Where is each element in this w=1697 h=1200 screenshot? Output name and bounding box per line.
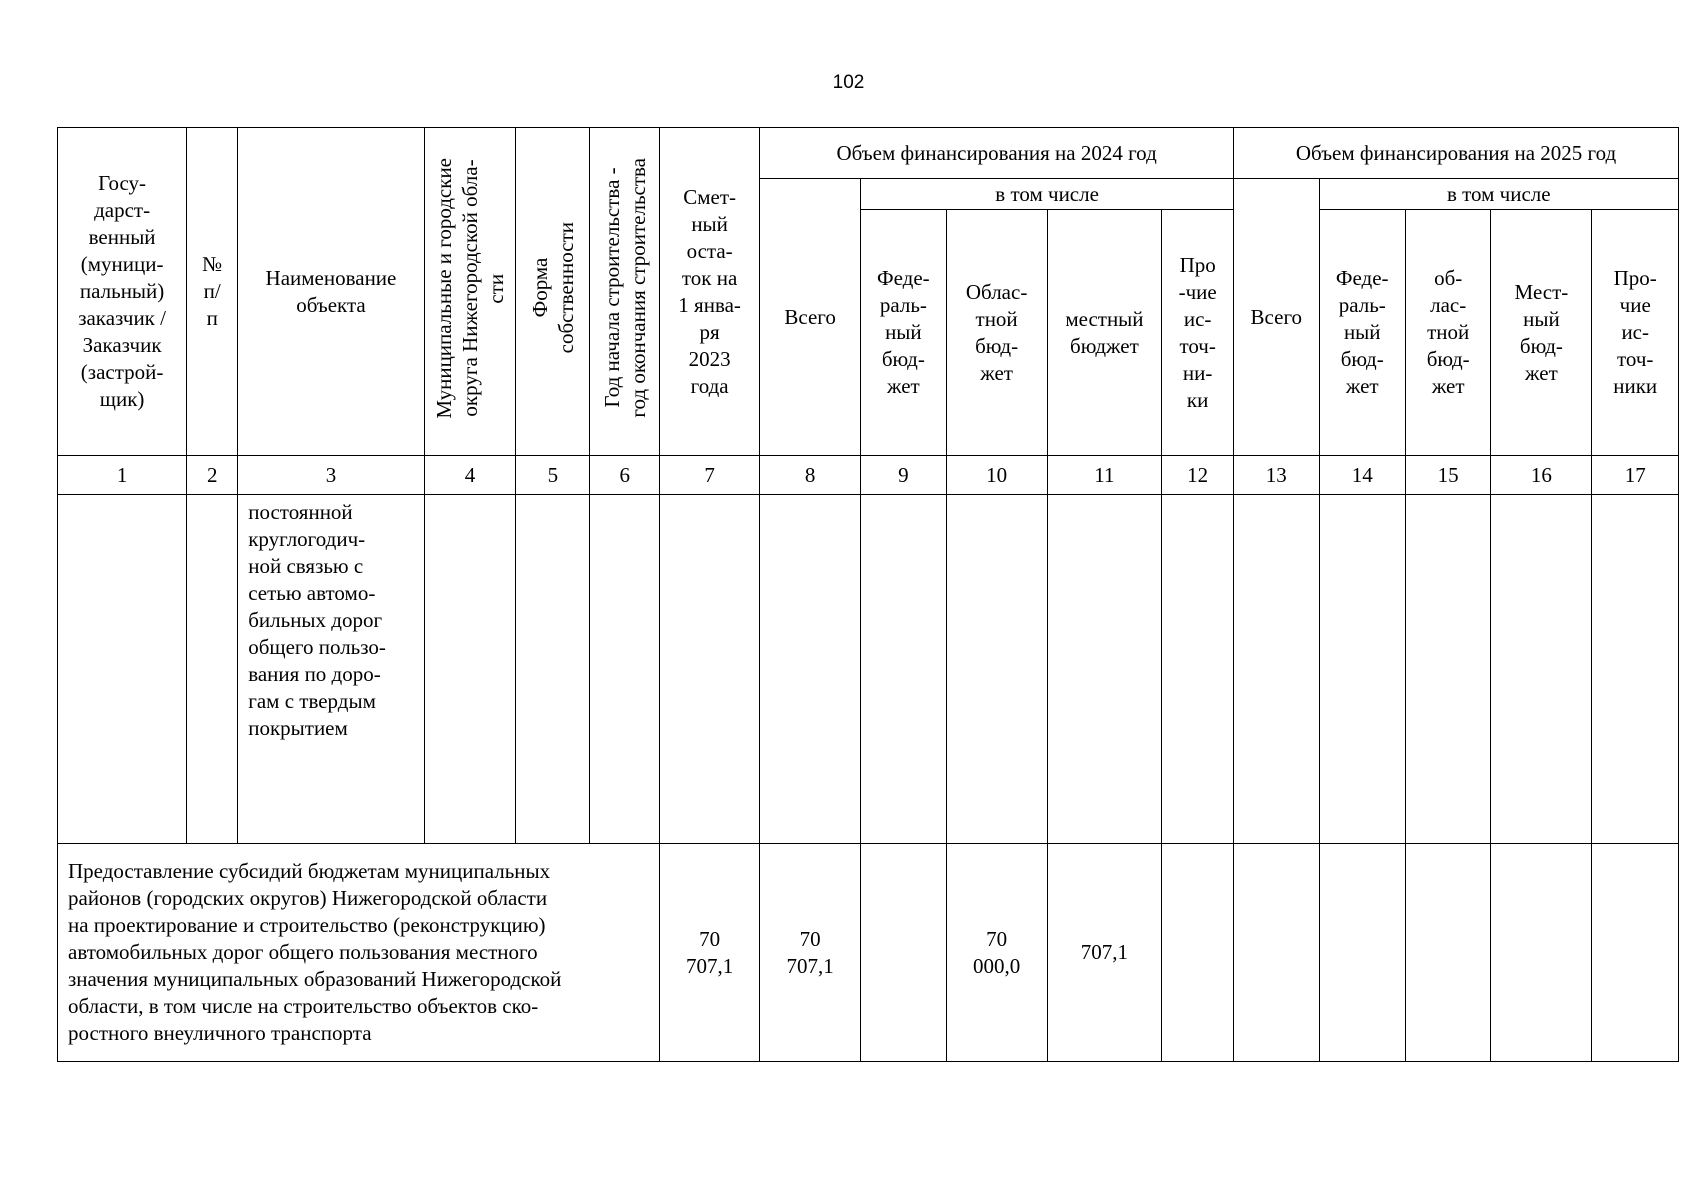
- cell-empty: [946, 495, 1047, 844]
- column-number: 16: [1491, 456, 1592, 495]
- header-including-2025: в том числе: [1319, 179, 1678, 210]
- cell-empty: [1319, 495, 1405, 844]
- column-number: 9: [861, 456, 946, 495]
- column-number: 6: [590, 456, 660, 495]
- continuation-row: [58, 495, 1679, 844]
- header-total-2025: Всего: [1234, 179, 1319, 456]
- subsidy-estimate: 70 707,1: [660, 844, 760, 1062]
- cell-empty: [58, 495, 187, 844]
- column-number: 11: [1047, 456, 1162, 495]
- header-other-2025: Про- чие ис- точ- ники: [1592, 210, 1679, 456]
- header-regional-2025: об- лас- тной бюд- жет: [1405, 210, 1490, 456]
- cell-empty: [1234, 844, 1319, 1062]
- header-federal-2024: Феде- раль- ный бюд- жет: [861, 210, 946, 456]
- cell-empty: [1491, 495, 1592, 844]
- cell-empty: [1405, 844, 1490, 1062]
- column-number-row: [58, 456, 1679, 495]
- header-fin-2025: Объем финансирования на 2025 год: [1234, 128, 1679, 179]
- column-number: 13: [1234, 456, 1319, 495]
- subsidy-local-2024: 707,1: [1047, 844, 1162, 1062]
- header-other-2024: Про -чие ис- точ- ни- ки: [1162, 210, 1234, 456]
- header-total-2024: Всего: [760, 179, 861, 456]
- subsidy-row: [58, 844, 1679, 1062]
- cell-empty: [1592, 844, 1679, 1062]
- subsidy-regional-2024: 70 000,0: [946, 844, 1047, 1062]
- cell-empty: [516, 495, 590, 844]
- financing-table: [57, 127, 1679, 1062]
- column-number: 1: [58, 456, 187, 495]
- page-number: 102: [832, 72, 865, 93]
- header-municipalities: [424, 128, 516, 456]
- column-number: 5: [516, 456, 590, 495]
- header-years-text: Год начала строительства - год окончания строительства: [599, 158, 650, 418]
- cell-empty: [861, 495, 946, 844]
- header-ownership-text: Форма собственности: [527, 222, 578, 354]
- header-ownership: [516, 128, 590, 456]
- header-num: № п/ п: [187, 128, 238, 456]
- cell-empty: [1319, 844, 1405, 1062]
- column-number: 15: [1405, 456, 1490, 495]
- header-object-name: Наименование объекта: [238, 128, 424, 456]
- header-regional-2024: Облас- тной бюд- жет: [946, 210, 1047, 456]
- cell-empty: [1405, 495, 1490, 844]
- cell-empty: [1592, 495, 1679, 844]
- continuation-object-name: постоянной круглогодич- ной связью с сетью автомо- бильных дорог общего пользо- вания по доро- гам с твердым покрытием: [238, 495, 424, 844]
- column-number: 8: [760, 456, 861, 495]
- cell-empty: [861, 844, 946, 1062]
- column-number: 10: [946, 456, 1047, 495]
- header-fin-2024: Объем финансирования на 2024 год: [760, 128, 1234, 179]
- header-municipalities-text: Муниципальные и городские округа Нижегородской обла- сти: [432, 157, 509, 419]
- header-years: [590, 128, 660, 456]
- subsidy-description: Предоставление субсидий бюджетам муниципальных районов (городских округов) Нижегородской области на проектирование и строительство (реконструкцию) автомобильных дорог общего пользования местного значения муниципальных образований Нижегородской области, в том числе на строительство объектов ско- ростного внеуличного транспорта: [58, 844, 660, 1062]
- column-number: 2: [187, 456, 238, 495]
- column-number: 14: [1319, 456, 1405, 495]
- header-federal-2025: Феде- раль- ный бюд- жет: [1319, 210, 1405, 456]
- header-customer: Госу- дарст- венный (муници- пальный) заказчик / Заказчик (застрой- щик): [58, 128, 187, 456]
- cell-empty: [1234, 495, 1319, 844]
- cell-empty: [424, 495, 516, 844]
- column-number: 3: [238, 456, 424, 495]
- column-number: 17: [1592, 456, 1679, 495]
- header-local-2025: Мест- ный бюд- жет: [1491, 210, 1592, 456]
- cell-empty: [187, 495, 238, 844]
- cell-empty: [1162, 844, 1234, 1062]
- header-estimate: Смет- ный оста- ток на 1 янва- ря 2023 года: [660, 128, 760, 456]
- header-local-2024: местный бюджет: [1047, 210, 1162, 456]
- column-number: 12: [1162, 456, 1234, 495]
- cell-empty: [1047, 495, 1162, 844]
- cell-empty: [1491, 844, 1592, 1062]
- column-number: 7: [660, 456, 760, 495]
- cell-empty: [760, 495, 861, 844]
- cell-empty: [1162, 495, 1234, 844]
- cell-empty: [590, 495, 660, 844]
- subsidy-total-2024: 70 707,1: [760, 844, 861, 1062]
- column-number: 4: [424, 456, 516, 495]
- cell-empty: [660, 495, 760, 844]
- header-including-2024: в том числе: [861, 179, 1234, 210]
